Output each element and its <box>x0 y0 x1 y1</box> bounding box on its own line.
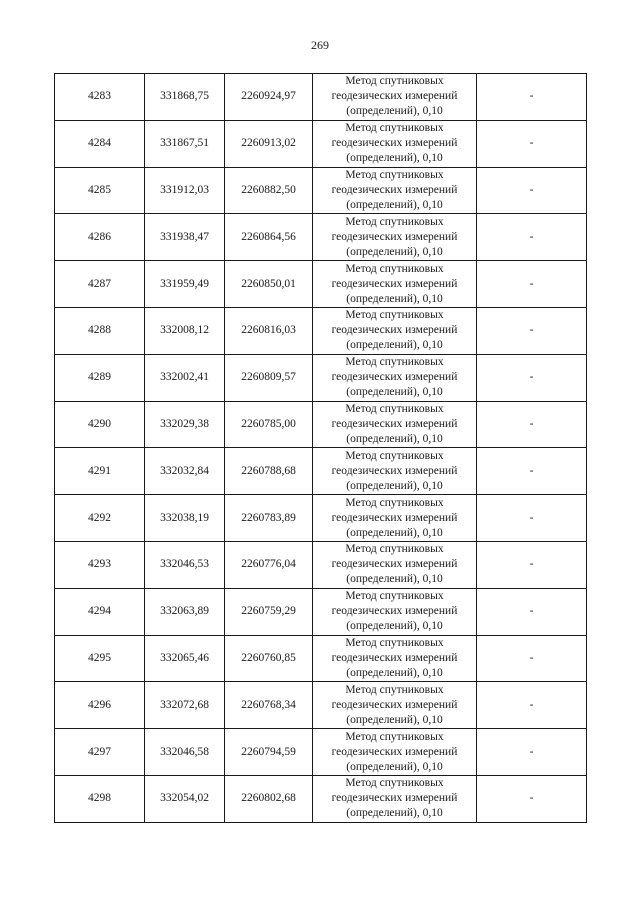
x-coordinate-cell: 332008,12 <box>145 307 225 354</box>
dash-cell: - <box>477 495 587 542</box>
method-cell <box>313 682 477 729</box>
method-line: Метод спутниковых <box>345 590 444 603</box>
y-coordinate-cell: 2260794,59 <box>225 729 313 776</box>
y-coordinate-cell: 2260776,04 <box>225 541 313 588</box>
method-line: геодезических измерений <box>331 558 458 571</box>
point-number-cell: 4293 <box>55 541 145 588</box>
coordinates-table-body <box>55 74 587 823</box>
method-line: геодезических измерений <box>331 277 458 290</box>
method-line: Метод спутниковых <box>345 449 444 462</box>
dash-cell: - <box>477 261 587 308</box>
table-row <box>55 120 587 167</box>
point-number-cell: 4290 <box>55 401 145 448</box>
dash-cell: - <box>477 588 587 635</box>
method-line: геодезических измерений <box>331 464 458 477</box>
method-cell <box>313 775 477 822</box>
method-line: Метод спутниковых <box>345 496 444 509</box>
method-line: Метод спутниковых <box>345 309 444 322</box>
method-line: Метод спутниковых <box>345 168 444 181</box>
x-coordinate-cell: 331959,49 <box>145 261 225 308</box>
dash-cell: - <box>477 74 587 121</box>
y-coordinate-cell: 2260809,57 <box>225 354 313 401</box>
y-coordinate-cell: 2260802,68 <box>225 775 313 822</box>
point-number-cell: 4296 <box>55 682 145 729</box>
point-number-cell: 4297 <box>55 729 145 776</box>
dash-cell: - <box>477 120 587 167</box>
point-number-cell: 4284 <box>55 120 145 167</box>
method-cell <box>313 448 477 495</box>
method-cell <box>313 120 477 167</box>
point-number-cell: 4283 <box>55 74 145 121</box>
table-row <box>55 307 587 354</box>
method-line: (определений), 0,10 <box>346 713 443 726</box>
point-number-cell: 4288 <box>55 307 145 354</box>
method-line: Метод спутниковых <box>345 75 444 88</box>
dash-cell: - <box>477 541 587 588</box>
x-coordinate-cell: 332046,53 <box>145 541 225 588</box>
table-row <box>55 775 587 822</box>
point-number-cell: 4292 <box>55 495 145 542</box>
x-coordinate-cell: 332029,38 <box>145 401 225 448</box>
y-coordinate-cell: 2260913,02 <box>225 120 313 167</box>
coordinates-table <box>54 73 587 823</box>
page-number: 269 <box>311 38 329 52</box>
table-row <box>55 354 587 401</box>
method-line: (определений), 0,10 <box>346 292 443 305</box>
y-coordinate-cell: 2260768,34 <box>225 682 313 729</box>
x-coordinate-cell: 332054,02 <box>145 775 225 822</box>
method-cell <box>313 354 477 401</box>
table-row <box>55 261 587 308</box>
point-number-cell: 4286 <box>55 214 145 261</box>
method-line: (определений), 0,10 <box>346 760 443 773</box>
method-line: геодезических измерений <box>331 792 458 805</box>
dash-cell: - <box>477 401 587 448</box>
method-line: (определений), 0,10 <box>346 105 443 118</box>
x-coordinate-cell: 332063,89 <box>145 588 225 635</box>
y-coordinate-cell: 2260783,89 <box>225 495 313 542</box>
method-line: (определений), 0,10 <box>346 479 443 492</box>
method-cell <box>313 729 477 776</box>
x-coordinate-cell: 331867,51 <box>145 120 225 167</box>
method-line: геодезических измерений <box>331 417 458 430</box>
table-row <box>55 167 587 214</box>
method-cell <box>313 635 477 682</box>
method-line: (определений), 0,10 <box>346 666 443 679</box>
method-line: (определений), 0,10 <box>346 573 443 586</box>
method-line: геодезических измерений <box>331 90 458 103</box>
y-coordinate-cell: 2260759,29 <box>225 588 313 635</box>
y-coordinate-cell: 2260850,01 <box>225 261 313 308</box>
method-line: геодезических измерений <box>331 651 458 664</box>
method-line: Метод спутниковых <box>345 543 444 556</box>
point-number-cell: 4294 <box>55 588 145 635</box>
method-line: (определений), 0,10 <box>346 386 443 399</box>
x-coordinate-cell: 332038,19 <box>145 495 225 542</box>
dash-cell: - <box>477 775 587 822</box>
point-number-cell: 4289 <box>55 354 145 401</box>
dash-cell: - <box>477 167 587 214</box>
y-coordinate-cell: 2260882,50 <box>225 167 313 214</box>
table-row <box>55 448 587 495</box>
method-cell <box>313 214 477 261</box>
dash-cell: - <box>477 635 587 682</box>
method-line: Метод спутниковых <box>345 636 444 649</box>
dash-cell: - <box>477 214 587 261</box>
method-line: геодезических измерений <box>331 698 458 711</box>
method-cell <box>313 261 477 308</box>
x-coordinate-cell: 331868,75 <box>145 74 225 121</box>
method-cell <box>313 74 477 121</box>
table-row <box>55 635 587 682</box>
x-coordinate-cell: 332032,84 <box>145 448 225 495</box>
y-coordinate-cell: 2260760,85 <box>225 635 313 682</box>
y-coordinate-cell: 2260816,03 <box>225 307 313 354</box>
table-row <box>55 588 587 635</box>
dash-cell: - <box>477 307 587 354</box>
y-coordinate-cell: 2260785,00 <box>225 401 313 448</box>
method-cell <box>313 401 477 448</box>
dash-cell: - <box>477 729 587 776</box>
method-line: геодезических измерений <box>331 745 458 758</box>
x-coordinate-cell: 332072,68 <box>145 682 225 729</box>
x-coordinate-cell: 331912,03 <box>145 167 225 214</box>
x-coordinate-cell: 332002,41 <box>145 354 225 401</box>
x-coordinate-cell: 332065,46 <box>145 635 225 682</box>
point-number-cell: 4295 <box>55 635 145 682</box>
table-row <box>55 74 587 121</box>
x-coordinate-cell: 332046,58 <box>145 729 225 776</box>
method-line: геодезических измерений <box>331 605 458 618</box>
method-line: (определений), 0,10 <box>346 432 443 445</box>
method-line: геодезических измерений <box>331 137 458 150</box>
point-number-cell: 4291 <box>55 448 145 495</box>
point-number-cell: 4298 <box>55 775 145 822</box>
method-line: (определений), 0,10 <box>346 807 443 820</box>
method-cell <box>313 495 477 542</box>
method-cell <box>313 588 477 635</box>
method-line: (определений), 0,10 <box>346 526 443 539</box>
method-cell <box>313 167 477 214</box>
method-line: Метод спутниковых <box>345 215 444 228</box>
table-row <box>55 401 587 448</box>
method-line: (определений), 0,10 <box>346 339 443 352</box>
dash-cell: - <box>477 354 587 401</box>
method-line: геодезических измерений <box>331 511 458 524</box>
method-line: геодезических измерений <box>331 324 458 337</box>
method-line: (определений), 0,10 <box>346 245 443 258</box>
method-line: Метод спутниковых <box>345 777 444 790</box>
point-number-cell: 4287 <box>55 261 145 308</box>
y-coordinate-cell: 2260788,68 <box>225 448 313 495</box>
method-line: (определений), 0,10 <box>346 198 443 211</box>
table-row <box>55 214 587 261</box>
table-row <box>55 541 587 588</box>
method-line: (определений), 0,10 <box>346 620 443 633</box>
method-line: геодезических измерений <box>331 230 458 243</box>
table-row <box>55 729 587 776</box>
method-line: Метод спутниковых <box>345 356 444 369</box>
point-number-cell: 4285 <box>55 167 145 214</box>
table-row <box>55 495 587 542</box>
method-line: Метод спутниковых <box>345 683 444 696</box>
dash-cell: - <box>477 448 587 495</box>
y-coordinate-cell: 2260864,56 <box>225 214 313 261</box>
method-cell <box>313 541 477 588</box>
y-coordinate-cell: 2260924,97 <box>225 74 313 121</box>
method-line: Метод спутниковых <box>345 262 444 275</box>
table-row <box>55 682 587 729</box>
x-coordinate-cell: 331938,47 <box>145 214 225 261</box>
method-line: геодезических измерений <box>331 183 458 196</box>
method-line: Метод спутниковых <box>345 730 444 743</box>
method-line: Метод спутниковых <box>345 122 444 135</box>
method-line: (определений), 0,10 <box>346 152 443 165</box>
method-line: Метод спутниковых <box>345 402 444 415</box>
dash-cell: - <box>477 682 587 729</box>
method-cell <box>313 307 477 354</box>
method-line: геодезических измерений <box>331 371 458 384</box>
